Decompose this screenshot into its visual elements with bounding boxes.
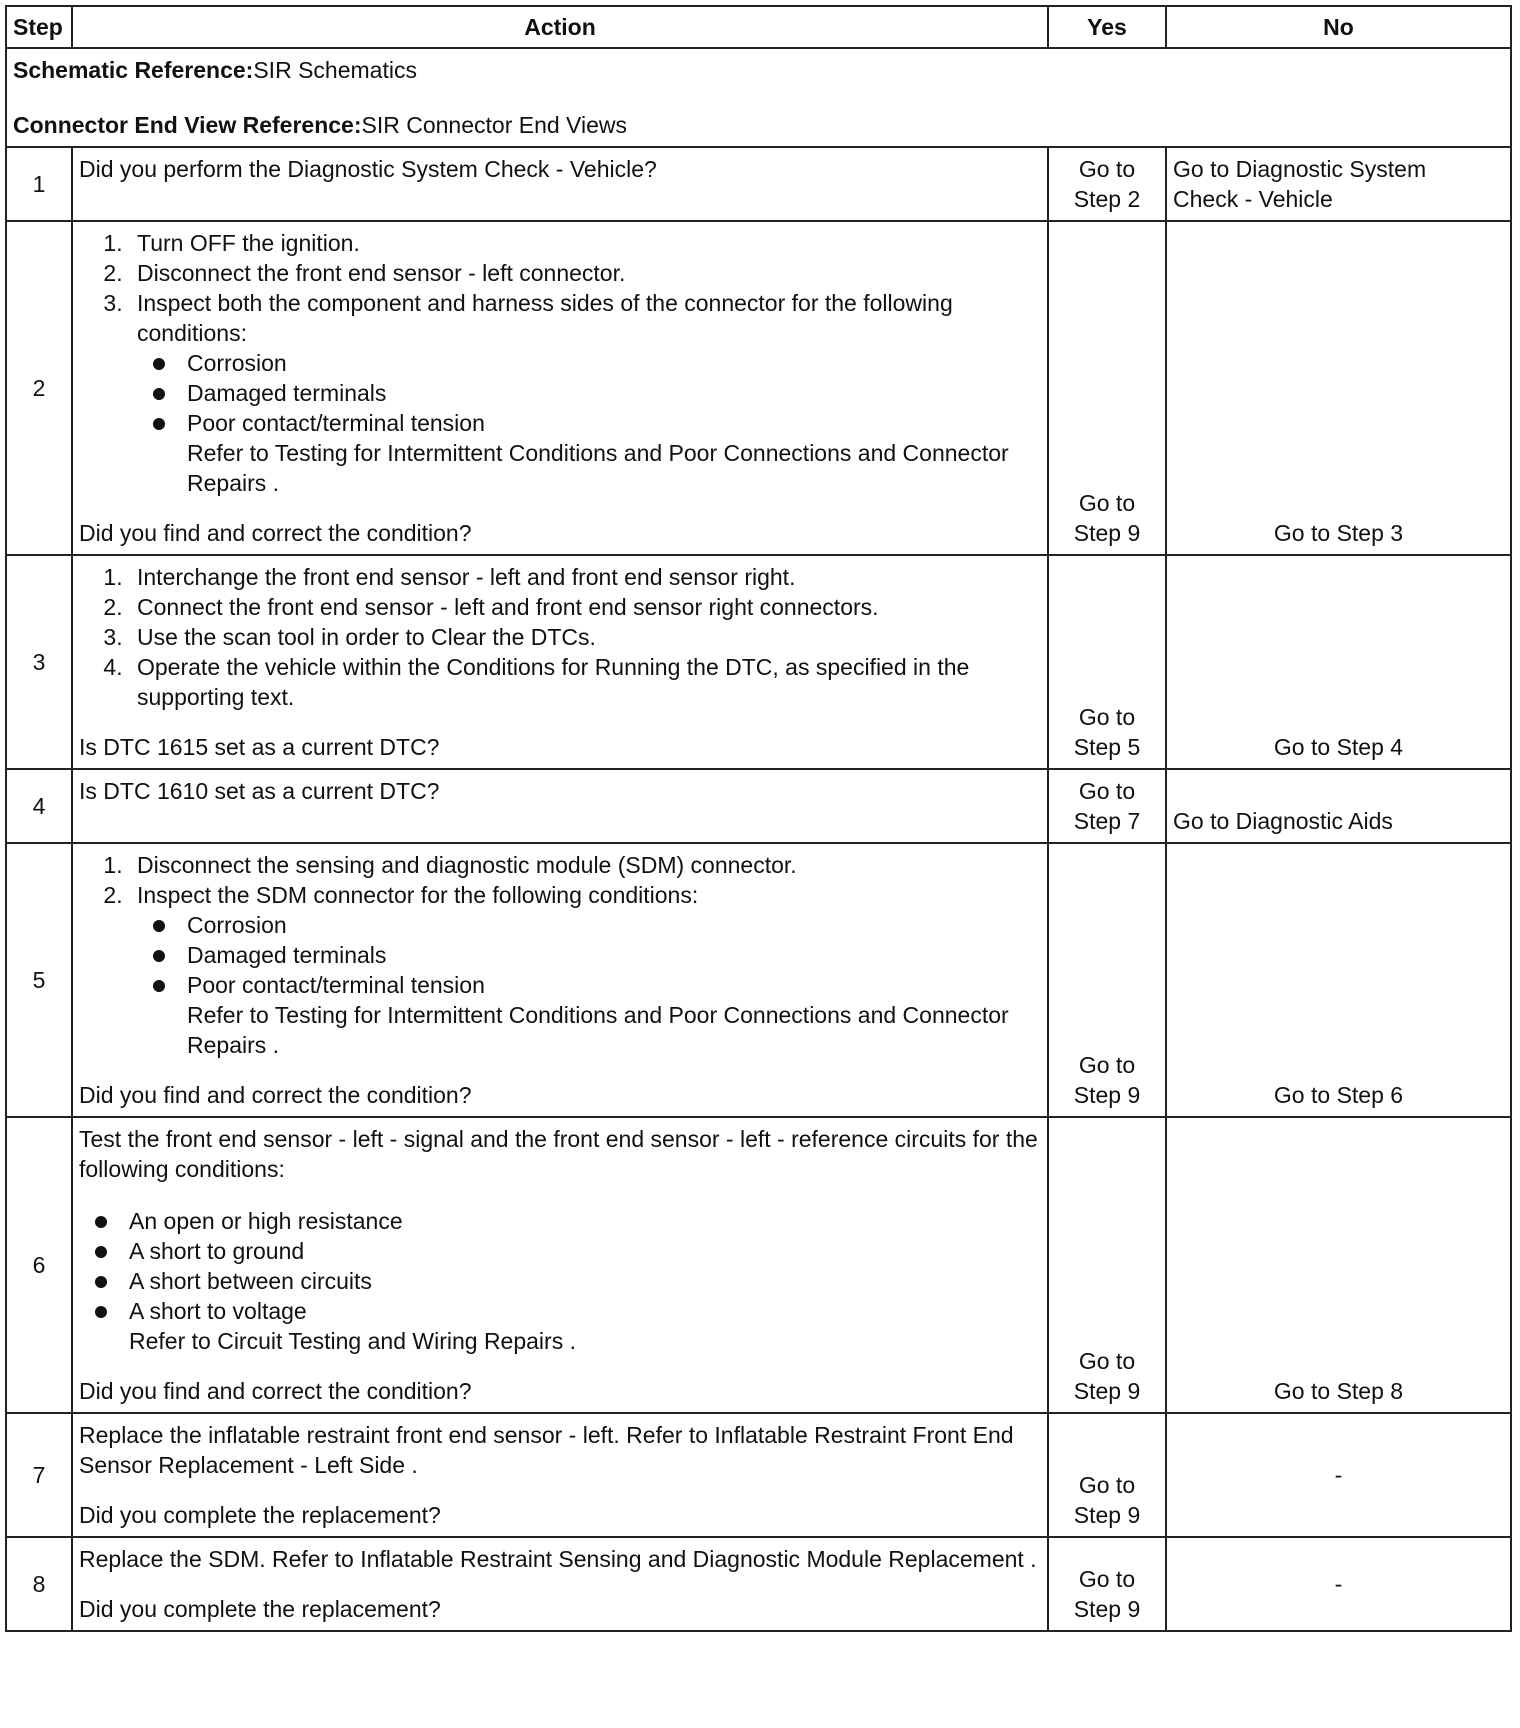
yes-line: Go to bbox=[1078, 1472, 1136, 1498]
yes-line: Step 7 bbox=[1073, 808, 1141, 834]
yes-line: Step 9 bbox=[1073, 1378, 1141, 1404]
connector-reference bbox=[13, 110, 1504, 140]
reference-text[interactable]: Refer to Testing for Intermittent Conditions and Poor Connections and Connector Repairs . bbox=[187, 1002, 1009, 1058]
list-item bbox=[129, 880, 1041, 1060]
yes-line: Go to bbox=[1078, 1052, 1136, 1078]
yes-cell[interactable] bbox=[1048, 1413, 1166, 1537]
step-number: 8 bbox=[6, 1537, 72, 1631]
list-item: 1. Turn OFF the ignition. bbox=[129, 228, 1041, 258]
yes-cell[interactable] bbox=[1048, 1537, 1166, 1631]
action-cell bbox=[72, 843, 1048, 1117]
question-text: Did you find and correct the condition? bbox=[79, 1082, 472, 1108]
no-cell[interactable] bbox=[1166, 147, 1511, 221]
yes-cell[interactable] bbox=[1048, 843, 1166, 1117]
yes-line: Step 9 bbox=[1073, 1082, 1141, 1108]
schematic-reference-link[interactable]: SIR Schematics bbox=[253, 57, 417, 83]
reference-cell bbox=[6, 48, 1511, 147]
intro-text: Replace the SDM. Refer to Inflatable Restraint Sensing and Diagnostic Module Replacement . bbox=[79, 1546, 1037, 1572]
conditions-list bbox=[79, 1206, 1041, 1326]
table-row bbox=[6, 843, 1511, 1117]
list-item: 2. Disconnect the front end sensor - left connector. bbox=[129, 258, 1041, 288]
list-item: 1. Interchange the front end sensor - left and front end sensor right. bbox=[129, 562, 1041, 592]
yes-cell[interactable] bbox=[1048, 769, 1166, 843]
yes-cell[interactable] bbox=[1048, 1117, 1166, 1413]
bullet-item: A short between circuits bbox=[129, 1266, 1041, 1296]
no-cell[interactable]: Go to Step 6 bbox=[1166, 843, 1511, 1117]
reference-row bbox=[6, 48, 1511, 147]
yes-cell[interactable] bbox=[1048, 147, 1166, 221]
step-number: 7 bbox=[6, 1413, 72, 1537]
no-cell: - bbox=[1166, 1413, 1511, 1537]
table-row bbox=[6, 147, 1511, 221]
header-step: Step bbox=[6, 6, 72, 48]
action-cell bbox=[72, 1413, 1048, 1537]
question-text: Is DTC 1615 set as a current DTC? bbox=[79, 734, 440, 760]
connector-reference-label: Connector End View Reference: bbox=[13, 112, 362, 138]
yes-line: Step 9 bbox=[1073, 1502, 1141, 1528]
table-row bbox=[6, 769, 1511, 843]
question-text: Did you complete the replacement? bbox=[79, 1502, 441, 1528]
connector-reference-link[interactable]: SIR Connector End Views bbox=[361, 112, 627, 138]
bullet-item: Poor contact/terminal tension bbox=[187, 970, 1041, 1000]
table-row bbox=[6, 1537, 1511, 1631]
step-number: 4 bbox=[6, 769, 72, 843]
yes-line: Step 9 bbox=[1073, 1596, 1141, 1622]
reference-text[interactable]: Refer to Testing for Intermittent Conditions and Poor Connections and Connector Repairs . bbox=[187, 440, 1009, 496]
no-line: Check - Vehicle bbox=[1173, 186, 1333, 212]
yes-line: Go to bbox=[1078, 490, 1136, 516]
yes-line: Step 2 bbox=[1073, 186, 1141, 212]
bullet-item: Corrosion bbox=[187, 910, 1041, 940]
question-text: Did you find and correct the condition? bbox=[79, 1378, 472, 1404]
no-cell[interactable]: Go to Step 4 bbox=[1166, 555, 1511, 769]
schematic-reference-label: Schematic Reference: bbox=[13, 57, 254, 83]
yes-line: Step 5 bbox=[1073, 734, 1141, 760]
bullet-item: A short to voltage bbox=[129, 1296, 1041, 1326]
bullet-item: A short to ground bbox=[129, 1236, 1041, 1266]
intro-text: Test the front end sensor - left - signal and the front end sensor - left - reference circuits for the following conditions: bbox=[79, 1126, 1038, 1182]
yes-cell[interactable] bbox=[1048, 221, 1166, 555]
no-cell[interactable]: Go to Diagnostic Aids bbox=[1166, 769, 1511, 843]
yes-line: Go to bbox=[1078, 704, 1136, 730]
bullet-item: Poor contact/terminal tension bbox=[187, 408, 1041, 438]
action-cell: Is DTC 1610 set as a current DTC? bbox=[72, 769, 1048, 843]
no-line: Go to Diagnostic System bbox=[1173, 156, 1427, 182]
table-row bbox=[6, 1117, 1511, 1413]
schematic-reference bbox=[13, 55, 1504, 85]
action-steps-list bbox=[79, 228, 1041, 498]
bullet-item: An open or high resistance bbox=[129, 1206, 1041, 1236]
list-item-text: Inspect both the component and harness sides of the connector for the following conditions: bbox=[137, 290, 953, 346]
action-cell bbox=[72, 1537, 1048, 1631]
conditions-list bbox=[137, 348, 1041, 438]
step-number: 3 bbox=[6, 555, 72, 769]
bullet-item: Corrosion bbox=[187, 348, 1041, 378]
no-cell: - bbox=[1166, 1537, 1511, 1631]
header-row bbox=[6, 6, 1511, 48]
diagnostic-table bbox=[5, 5, 1512, 1632]
action-cell bbox=[72, 555, 1048, 769]
yes-line: Go to bbox=[1078, 1566, 1136, 1592]
action-steps-list bbox=[79, 850, 1041, 1060]
action-cell: Did you perform the Diagnostic System Check - Vehicle? bbox=[72, 147, 1048, 221]
no-cell[interactable]: Go to Step 3 bbox=[1166, 221, 1511, 555]
action-cell bbox=[72, 1117, 1048, 1413]
question-text: Did you find and correct the condition? bbox=[79, 520, 472, 546]
yes-line: Go to bbox=[1078, 1348, 1136, 1374]
bullet-item: Damaged terminals bbox=[187, 940, 1041, 970]
intro-text: Replace the inflatable restraint front end sensor - left. Refer to Inflatable Restraint Front End Sensor Replacement - Left Side . bbox=[79, 1422, 1014, 1478]
header-yes: Yes bbox=[1048, 6, 1166, 48]
action-cell bbox=[72, 221, 1048, 555]
list-item: 1. Disconnect the sensing and diagnostic module (SDM) connector. bbox=[129, 850, 1041, 880]
reference-text[interactable]: Refer to Circuit Testing and Wiring Repairs . bbox=[129, 1328, 576, 1354]
table-row bbox=[6, 221, 1511, 555]
yes-line: Go to bbox=[1078, 156, 1136, 182]
header-no: No bbox=[1166, 6, 1511, 48]
yes-line: Go to bbox=[1078, 778, 1136, 804]
table-row bbox=[6, 555, 1511, 769]
yes-cell[interactable] bbox=[1048, 555, 1166, 769]
list-item-text: Inspect the SDM connector for the following conditions: bbox=[137, 882, 699, 908]
header-action: Action bbox=[72, 6, 1048, 48]
question-text: Did you complete the replacement? bbox=[79, 1596, 441, 1622]
step-number: 1 bbox=[6, 147, 72, 221]
list-item bbox=[129, 288, 1041, 498]
no-cell[interactable]: Go to Step 8 bbox=[1166, 1117, 1511, 1413]
list-item: 2. Connect the front end sensor - left and front end sensor right connectors. bbox=[129, 592, 1041, 622]
yes-line: Step 9 bbox=[1073, 520, 1141, 546]
list-item: 3. Use the scan tool in order to Clear the DTCs. bbox=[129, 622, 1041, 652]
action-steps-list bbox=[79, 562, 1041, 712]
conditions-list bbox=[137, 910, 1041, 1000]
list-item: 4. Operate the vehicle within the Conditions for Running the DTC, as specified in the supporting text. bbox=[129, 652, 1041, 712]
step-number: 6 bbox=[6, 1117, 72, 1413]
step-number: 5 bbox=[6, 843, 72, 1117]
step-number: 2 bbox=[6, 221, 72, 555]
bullet-item: Damaged terminals bbox=[187, 378, 1041, 408]
table-row bbox=[6, 1413, 1511, 1537]
